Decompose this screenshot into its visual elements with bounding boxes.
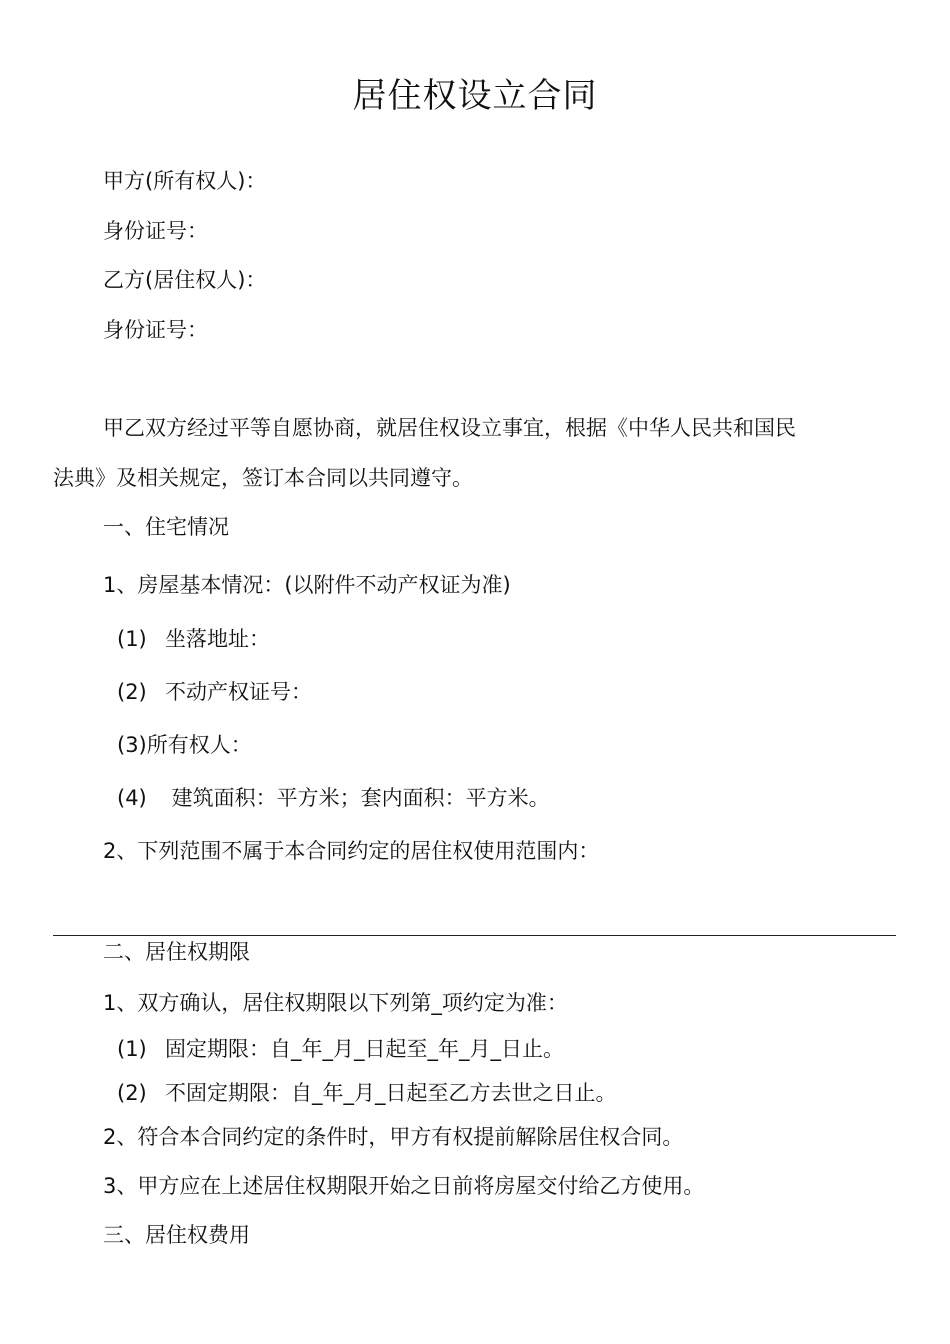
sub-item-text: 不动产权证号：	[165, 680, 312, 704]
party-a-id-label: 身份证号：	[103, 219, 208, 243]
section-1-sub-item-1	[117, 624, 270, 654]
section-2-heading: 二、居住权期限	[103, 940, 250, 964]
section-1-heading: 一、住宅情况	[103, 515, 229, 539]
section-2-item-2: 2、符合本合同约定的条件时，甲方有权提前解除居住权合同。	[103, 1125, 684, 1149]
section-1-item-2: 2、下列范围不属于本合同约定的居住权使用范围内：	[103, 839, 600, 863]
sub-item-number: (2)	[117, 1081, 147, 1105]
sub-item-text: 坐落地址：	[165, 627, 270, 651]
party-a-label: 甲方(所有权人)：	[103, 169, 267, 193]
sub-item-text: 建筑面积：平方米；套内面积：平方米。	[165, 786, 550, 810]
section-1-sub-item-4	[117, 783, 550, 813]
sub-item-number: (2)	[117, 680, 147, 704]
section-2-sub-item-2	[117, 1078, 617, 1108]
horizontal-divider	[53, 935, 896, 936]
section-1-item-1: 1、房屋基本情况：(以附件不动产权证为准)	[103, 573, 511, 597]
party-b-id-label: 身份证号：	[103, 318, 208, 342]
section-1-sub-item-2	[117, 677, 312, 707]
section-1-sub-item-3: (3)所有权人：	[117, 733, 252, 757]
party-b-label: 乙方(居住权人)：	[103, 268, 267, 292]
sub-item-number: (4)	[117, 786, 147, 810]
section-3-heading: 三、居住权费用	[103, 1223, 250, 1247]
document-title: 居住权设立合同	[352, 76, 598, 116]
sub-item-number: (1)	[117, 627, 147, 651]
sub-item-number: (1)	[117, 1037, 147, 1061]
intro-paragraph-line-1: 甲乙双方经过平等自愿协商，就居住权设立事宜，根据《中华人民共和国民	[103, 416, 796, 440]
intro-paragraph-line-2: 法典》及相关规定，签订本合同以共同遵守。	[53, 466, 473, 490]
sub-item-text: 不固定期限：自_年_月_日起至乙方去世之日止。	[165, 1081, 617, 1105]
section-2-item-3: 3、甲方应在上述居住权期限开始之日前将房屋交付给乙方使用。	[103, 1174, 705, 1198]
sub-item-text: 固定期限：自_年_月_日起至_年_月_日止。	[165, 1037, 564, 1061]
section-2-item-1: 1、双方确认，居住权期限以下列第_项约定为准：	[103, 991, 568, 1015]
section-2-sub-item-1	[117, 1034, 564, 1064]
